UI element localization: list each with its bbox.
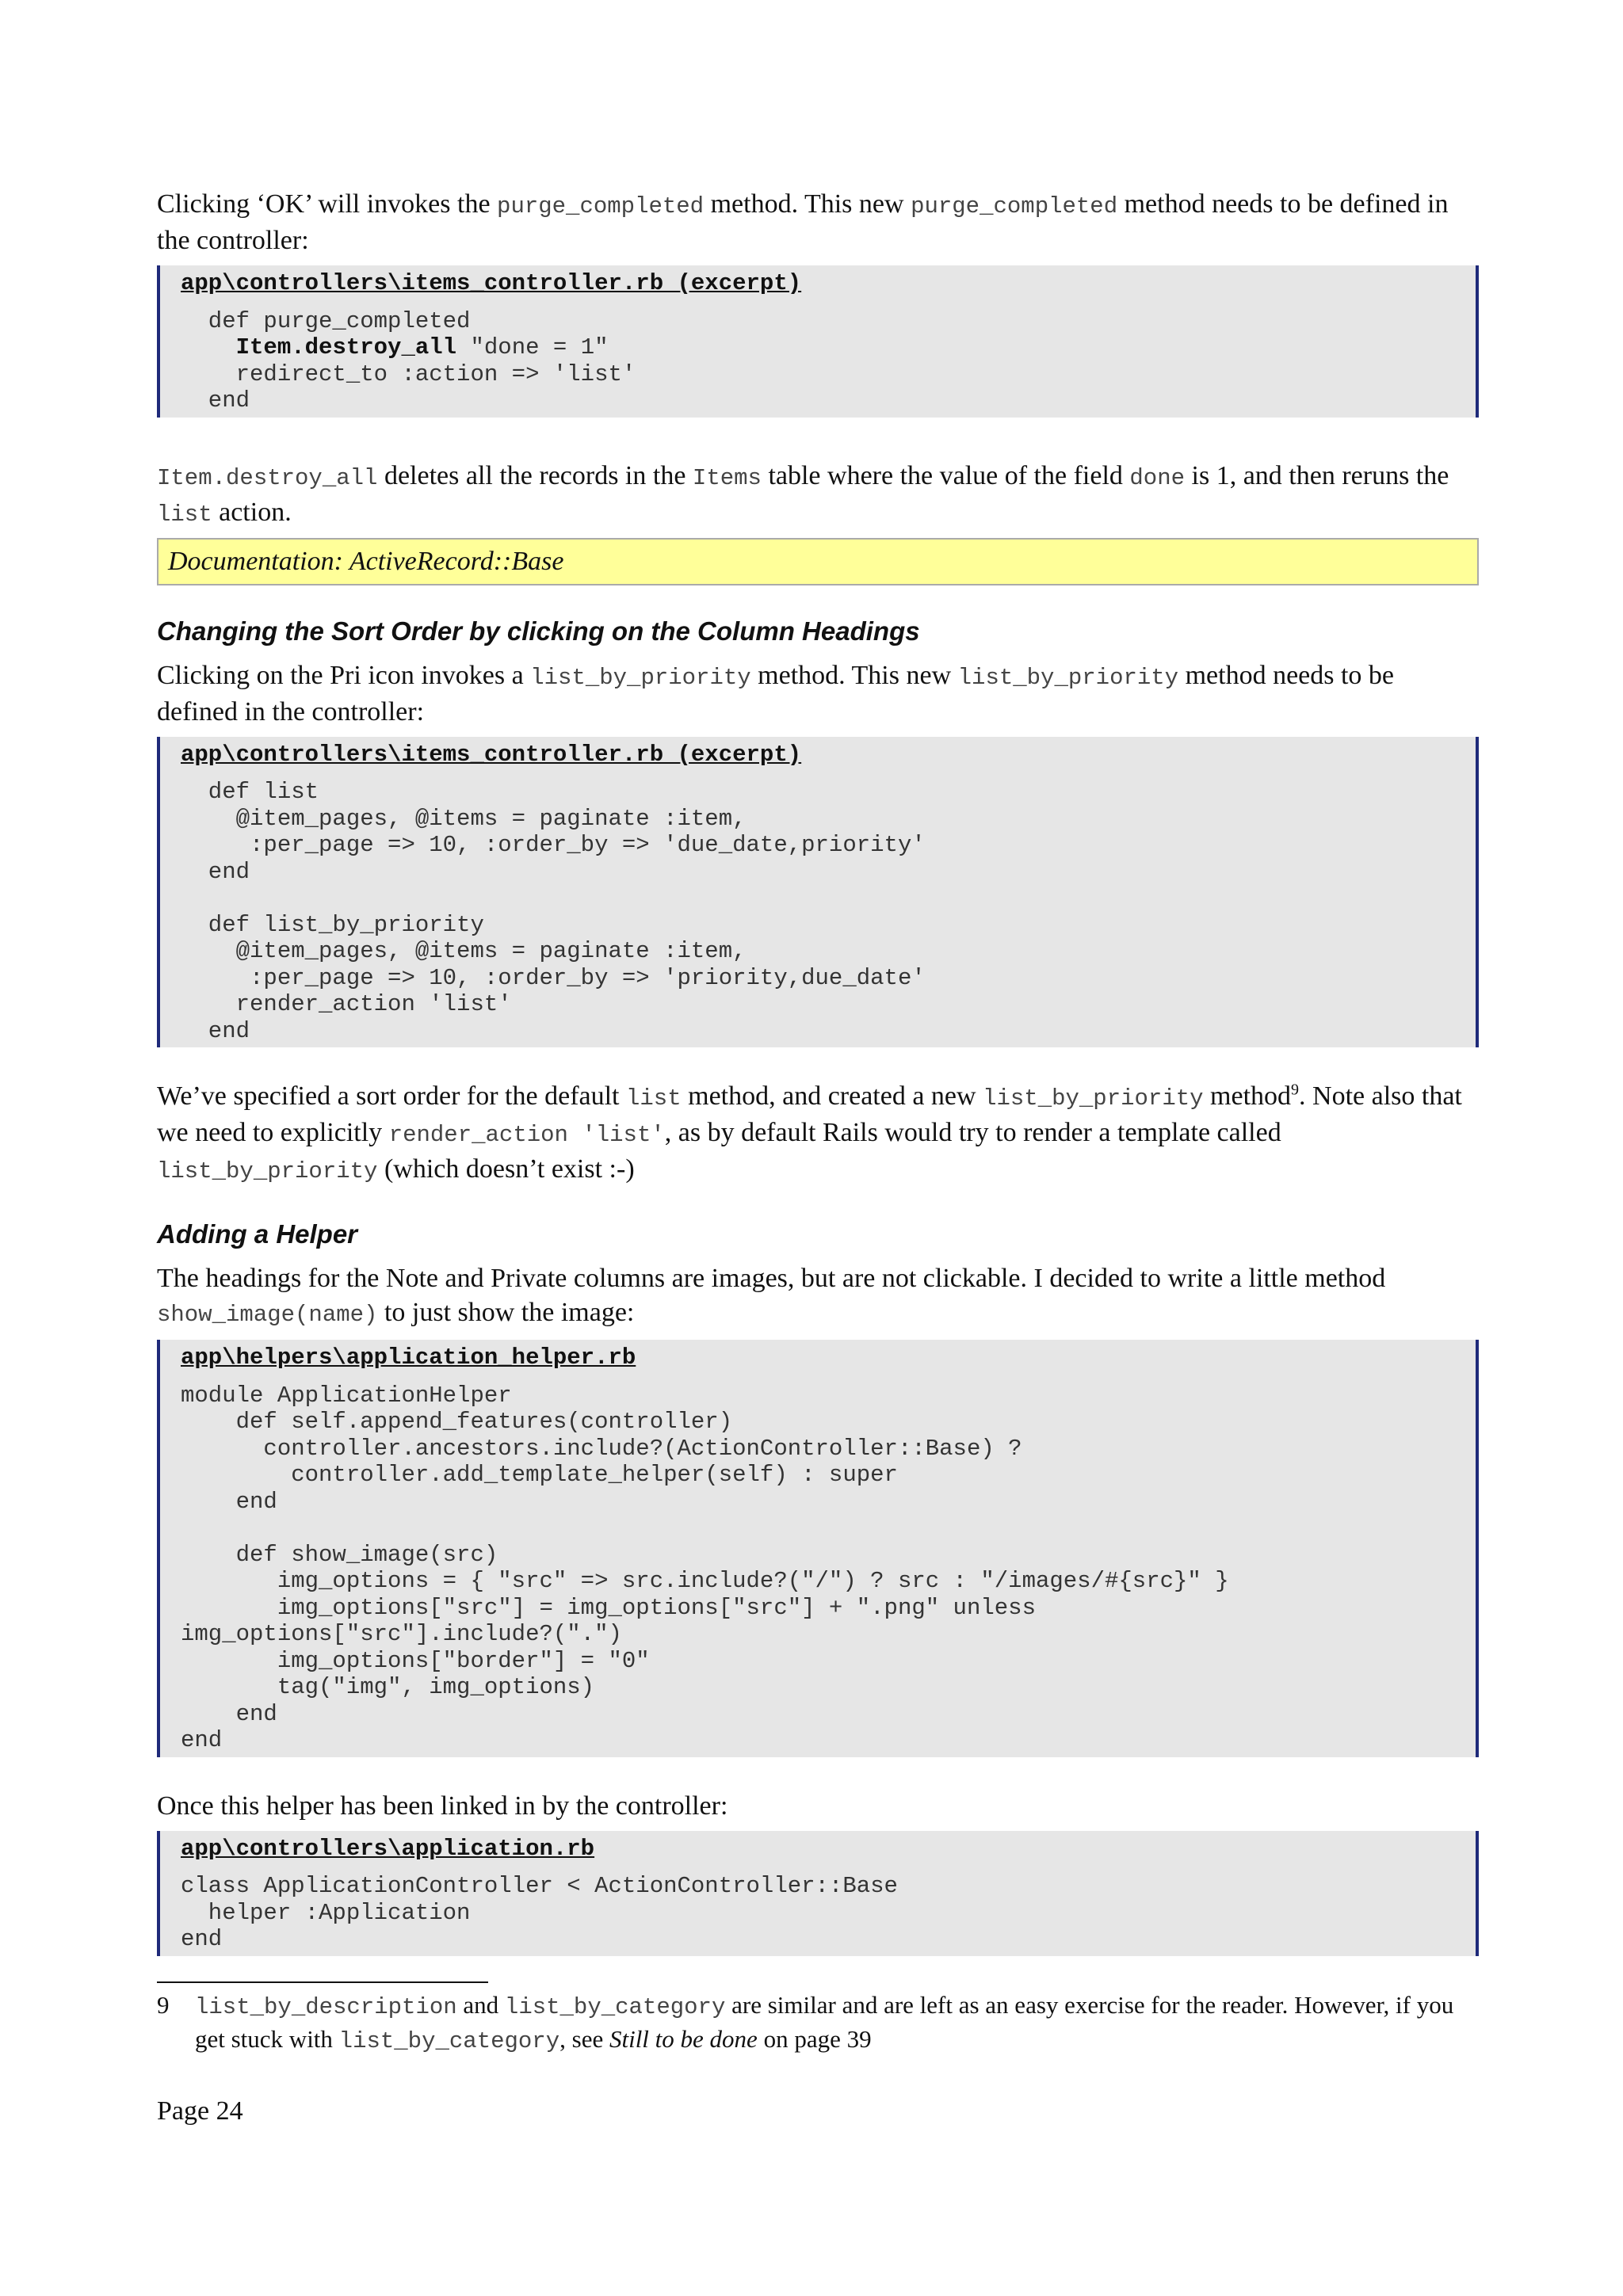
code-block-list-methods bbox=[157, 737, 1479, 1048]
footnote-separator bbox=[157, 1981, 488, 1983]
inline-code: done bbox=[1129, 464, 1186, 491]
inline-code: list_by_category bbox=[338, 2027, 560, 2054]
footnote bbox=[157, 1989, 1479, 2058]
code-block-title: app\controllers\items_controller.rb (excerpt) bbox=[181, 741, 802, 768]
inline-code: show_image(name) bbox=[157, 1302, 378, 1328]
inline-code: purge_completed bbox=[497, 193, 705, 219]
inline-code: list bbox=[626, 1085, 682, 1112]
footnote-reference: 9 bbox=[1291, 1081, 1300, 1099]
code-block-title: app\controllers\application.rb bbox=[181, 1835, 595, 1862]
footnote-number: 9 bbox=[157, 1990, 170, 2019]
code-block-title: app\controllers\items_controller.rb (excerpt) bbox=[181, 270, 802, 296]
section-heading-sort-order: Changing the Sort Order by clicking on the Column Headings bbox=[157, 616, 920, 646]
footnote-text: list_by_description and list_by_category are similar and are left as an easy exercise for the reader. However, if you get stuck with list_by_category, see Still to be done on page 39 bbox=[195, 1990, 1454, 2054]
inline-code: list_by_category bbox=[504, 1993, 726, 2020]
inline-code: list_by_description bbox=[195, 1993, 457, 2020]
document-page bbox=[157, 187, 1479, 2128]
paragraph-destroy-all: Item.destroy_all deletes all the records in the Items table where the value of the field done is 1, and then reruns the list action. bbox=[157, 460, 1449, 528]
inline-code: render_action 'list' bbox=[388, 1122, 665, 1148]
inline-code: list_by_priority bbox=[530, 664, 751, 691]
paragraph-sort-order-explanation: We’ve specified a sort order for the default list method, and created a new list_by_priority method$^9$. Note also that we need to explicitly render_action 'list', as by default Rails would try to render a template called list_by_priority (which doesn’t exist :-) bbox=[157, 1081, 1462, 1184]
code-block-body: def purge_completed Item.destroy_all "done = 1" redirect_to :action => 'list' end bbox=[181, 307, 636, 414]
code-block-body: class ApplicationController < ActionController::Base helper :Application end bbox=[181, 1873, 898, 1952]
paragraph-list-by-priority: Clicking on the Pri icon invokes a list_by_priority method. This new list_by_priority method needs to be defined in the controller: bbox=[157, 660, 1395, 727]
inline-code: list bbox=[157, 501, 212, 528]
section-heading-adding-helper: Adding a Helper bbox=[157, 1219, 358, 1249]
code-block-application-helper bbox=[157, 1340, 1479, 1757]
footnote-link-text: Still to be done bbox=[609, 2024, 758, 2053]
inline-code: list_by_priority bbox=[957, 664, 1179, 691]
inline-code: Item.destroy_all bbox=[157, 464, 378, 491]
inline-code: Items bbox=[692, 464, 762, 491]
paragraph-helper-linked: Once this helper has been linked in by the controller: bbox=[157, 1791, 728, 1821]
code-block-body: module ApplicationHelper def self.append_features(controller) controller.ancestors.include?(ActionController::Base) ? controller.add_template_helper(self) : super end def show_image(src) img_options = { "src" => src.include?("/") ? src : "/images/#{src}" } img_options["src"] = img_options["src"] + ".png" unless img_options["src"].include?(".") img_options["border"] = "0" tag("img", img_options) end end bbox=[181, 1382, 1229, 1753]
code-block-body: def list @item_pages, @items = paginate :item, :per_page => 10, :order_by => 'due_date,priority' end def list_by_priority @item_pages, @items = paginate :item, :per_page => 10, :order_by => 'priority,due_date' render_action 'list' end bbox=[208, 779, 926, 1044]
documentation-note: Documentation: ActiveRecord::Base bbox=[157, 538, 1479, 585]
paragraph-helper-intro: The headings for the Note and Private columns are images, but are not clickable. I decided to write a little method show_image(name) to just show the image: bbox=[157, 1264, 1386, 1328]
code-bold: Item.destroy_all bbox=[235, 334, 457, 360]
inline-code: list_by_priority bbox=[983, 1085, 1204, 1112]
code-block-title: app\helpers\application_helper.rb bbox=[181, 1344, 636, 1371]
code-block-purge-completed bbox=[157, 265, 1479, 418]
paragraph-purge-intro: Clicking ‘OK’ will invokes the purge_completed method. This new purge_completed method needs to be defined in the controller: bbox=[157, 189, 1449, 255]
page-number: Page 24 bbox=[157, 2096, 243, 2126]
code-block-application-controller bbox=[157, 1831, 1479, 1956]
inline-code: purge_completed bbox=[911, 193, 1118, 219]
inline-code: list_by_priority bbox=[157, 1158, 378, 1184]
